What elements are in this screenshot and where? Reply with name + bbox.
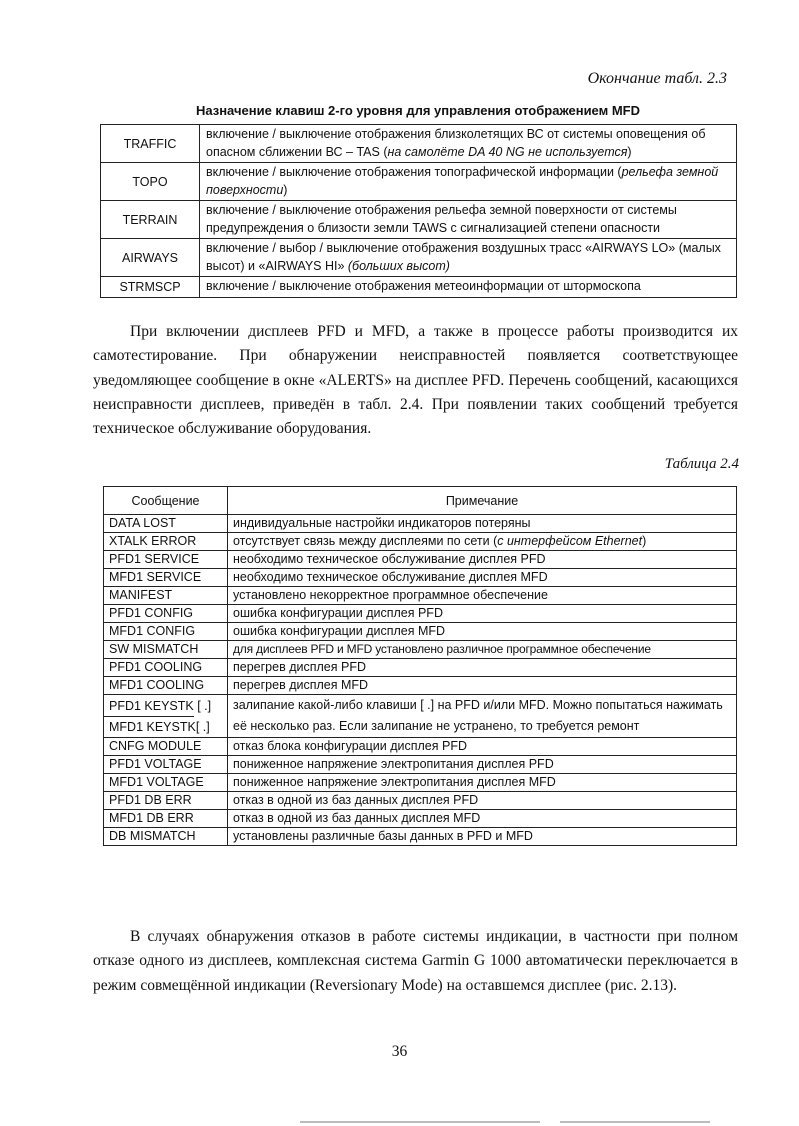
note-cell: необходимо техническое обслуживание дисплея MFD	[228, 569, 737, 587]
table-row	[101, 163, 737, 201]
message-cell: CNFG MODULE	[104, 738, 228, 756]
body-paragraph	[93, 925, 738, 998]
message-cell: MFD1 CONFIG	[104, 623, 228, 641]
note-cell: перегрев дисплея PFD	[228, 659, 737, 677]
column-header-message: Сообщение	[104, 487, 228, 515]
table-row	[101, 239, 737, 277]
table-row	[104, 659, 737, 677]
key-description: включение / выключение отображения близколетящих ВС от системы оповещения об опасном сближении ВС – TAS (на самолёте DA 40 NG не используется)	[200, 125, 737, 163]
table-row	[104, 533, 737, 551]
note-cell: индивидуальные настройки индикаторов потеряны	[228, 515, 737, 533]
key-name: TRAFFIC	[101, 125, 200, 163]
table-row	[104, 774, 737, 792]
table-row	[104, 623, 737, 641]
key-description: включение / выключение отображения рельефа земной поверхности от системы предупреждения о близости земли TAWS с сигнализацией степени опасности	[200, 201, 737, 239]
key-name: TERRAIN	[101, 201, 200, 239]
table-row	[104, 587, 737, 605]
continuation-label: Окончание табл. 2.3	[587, 70, 727, 87]
table-row	[104, 792, 737, 810]
table1	[100, 124, 737, 298]
table-row	[104, 828, 737, 846]
table-row	[104, 738, 737, 756]
message-cell: PFD1 VOLTAGE	[104, 756, 228, 774]
table-row	[101, 125, 737, 163]
page-number: 36	[391, 1043, 408, 1060]
table-row	[104, 569, 737, 587]
note-cell: отказ в одной из баз данных дисплея PFD	[228, 792, 737, 810]
note-cell: ошибка конфигурации дисплея MFD	[228, 623, 737, 641]
table2-label: Таблица 2.4	[664, 456, 739, 472]
note-cell: установлены различные базы данных в PFD и MFD	[228, 828, 737, 846]
note-cell: отказ блока конфигурации дисплея PFD	[228, 738, 737, 756]
column-header-note: Примечание	[228, 487, 737, 515]
message-cell: MFD1 DB ERR	[104, 810, 228, 828]
table2	[103, 486, 737, 846]
message-cell: MFD1 COOLING	[104, 677, 228, 695]
body-paragraph	[93, 320, 738, 441]
message-cell: DB MISMATCH	[104, 828, 228, 846]
scan-edge-line	[300, 1121, 540, 1123]
key-description: включение / выбор / выключение отображения воздушных трасс «AIRWAYS LO» (малых высот) и «AIRWAYS HI» (больших высот)	[200, 239, 737, 277]
key-name: STRMSCP	[101, 277, 200, 298]
table-row	[104, 515, 737, 533]
note-cell: перегрев дисплея MFD	[228, 677, 737, 695]
note-cell: залипание какой-либо клавиши [ .] на PFD и/или MFD. Можно попытаться нажимать её несколько раз. Если залипание не устранено, то требуется ремонт	[228, 695, 737, 738]
note-cell: отсутствует связь между дисплеями по сети (с интерфейсом Ethernet)	[228, 533, 737, 551]
table-row	[104, 551, 737, 569]
note-cell: установлено некорректное программное обеспечение	[228, 587, 737, 605]
paragraph-text: В случаях обнаружения отказов в работе системы индикации, в частности при полном отказе одного из дисплеев, комплексная система Garmin G 1000 автоматически переключается в режим совмещённой индикации (Reversionary Mode) на оставшемся дисплее (рис. 2.13).	[93, 928, 738, 994]
table-row-keystk	[104, 695, 737, 738]
paragraph-text: При включении дисплеев PFD и MFD, а также в процессе работы производится их самотестирование. При обнаружении неисправностей появляется соответствующее уведомляющее сообщение в окне «ALERTS» на дисплее PFD. Перечень сообщений, касающихся неисправности дисплеев, приведён в табл. 2.4. При появлении таких сообщений требуется техническое обслуживание оборудования.	[93, 323, 738, 438]
table-header-row	[104, 487, 737, 515]
message-cell: MFD1 VOLTAGE	[104, 774, 228, 792]
scan-edge-line	[560, 1121, 710, 1123]
message-cell: SW MISMATCH	[104, 641, 228, 659]
key-name: AIRWAYS	[101, 239, 200, 277]
message-pfd-keystk: PFD1 KEYSTK [ .]	[109, 698, 212, 713]
note-cell: отказ в одной из баз данных дисплея MFD	[228, 810, 737, 828]
table-row	[104, 641, 737, 659]
message-cell: XTALK ERROR	[104, 533, 228, 551]
table-row	[104, 677, 737, 695]
note-cell: ошибка конфигурации дисплея PFD	[228, 605, 737, 623]
message-mfd-keystk: MFD1 KEYSTK[ .]	[104, 716, 194, 737]
table-row	[101, 277, 737, 298]
table-row	[104, 605, 737, 623]
note-cell: необходимо техническое обслуживание дисплея PFD	[228, 551, 737, 569]
message-cell: DATA LOST	[104, 515, 228, 533]
table-row	[104, 756, 737, 774]
note-cell: пониженное напряжение электропитания дисплея PFD	[228, 756, 737, 774]
message-cell: MANIFEST	[104, 587, 228, 605]
note-cell: для дисплеев PFD и MFD установлено различное программное обеспечение	[228, 641, 737, 659]
message-cell	[104, 695, 228, 738]
key-description: включение / выключение отображения топографической информации (рельефа земной поверхности)	[200, 163, 737, 201]
table1-title: Назначение клавиш 2-го уровня для управления отображением MFD	[195, 103, 641, 118]
key-name: TOPO	[101, 163, 200, 201]
message-cell: PFD1 DB ERR	[104, 792, 228, 810]
message-cell: PFD1 SERVICE	[104, 551, 228, 569]
table-row	[104, 810, 737, 828]
key-description: включение / выключение отображения метеоинформации от штормоскопа	[200, 277, 737, 298]
table-row	[101, 201, 737, 239]
message-cell: PFD1 COOLING	[104, 659, 228, 677]
message-cell: PFD1 CONFIG	[104, 605, 228, 623]
message-cell: MFD1 SERVICE	[104, 569, 228, 587]
note-cell: пониженное напряжение электропитания дисплея MFD	[228, 774, 737, 792]
